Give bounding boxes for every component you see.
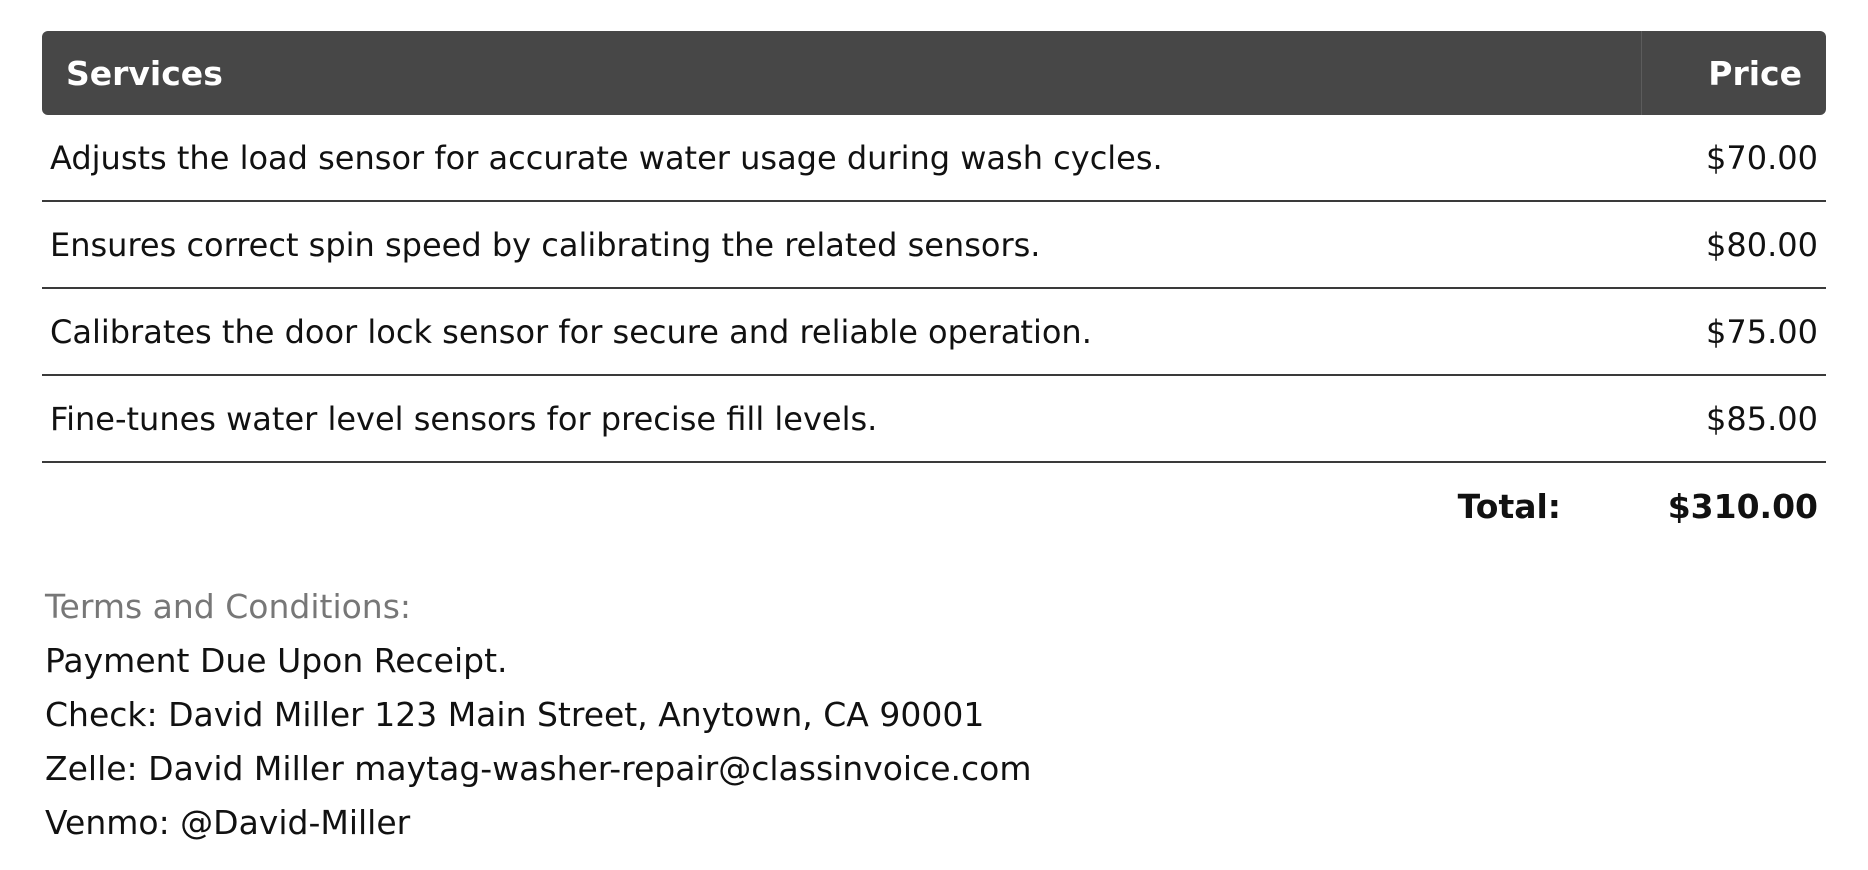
terms-zelle: Zelle: David Miller maytag-washer-repair@classinvoice.com [45,749,1032,788]
service-description: Adjusts the load sensor for accurate water usage during wash cycles. [42,115,1641,201]
terms-check: Check: David Miller 123 Main Street, Anytown, CA 90001 [45,695,985,734]
total-value: $310.00 [1667,486,1818,526]
service-description: Ensures correct spin speed by calibrating the related sensors. [42,201,1641,288]
service-price: $85.00 [1641,375,1826,462]
table-row [42,201,1826,288]
service-price: $80.00 [1641,201,1826,288]
terms-payment-due: Payment Due Upon Receipt. [45,641,508,680]
table-row [42,115,1826,201]
terms-venmo: Venmo: @David-Miller [45,803,411,842]
service-description: Fine-tunes water level sensors for precise fill levels. [42,375,1641,462]
services-table [42,31,1826,549]
terms-section [45,580,1032,850]
terms-title: Terms and Conditions: [45,587,412,626]
table-row [42,375,1826,462]
service-price: $70.00 [1641,115,1826,201]
table-row [42,288,1826,375]
service-price: $75.00 [1641,288,1826,375]
header-price: Price [1641,31,1826,115]
header-services: Services [42,31,1641,115]
service-description: Calibrates the door lock sensor for secure and reliable operation. [42,288,1641,375]
table-header [42,31,1826,115]
total-row [42,462,1826,549]
total-label: Total: [1457,486,1561,526]
